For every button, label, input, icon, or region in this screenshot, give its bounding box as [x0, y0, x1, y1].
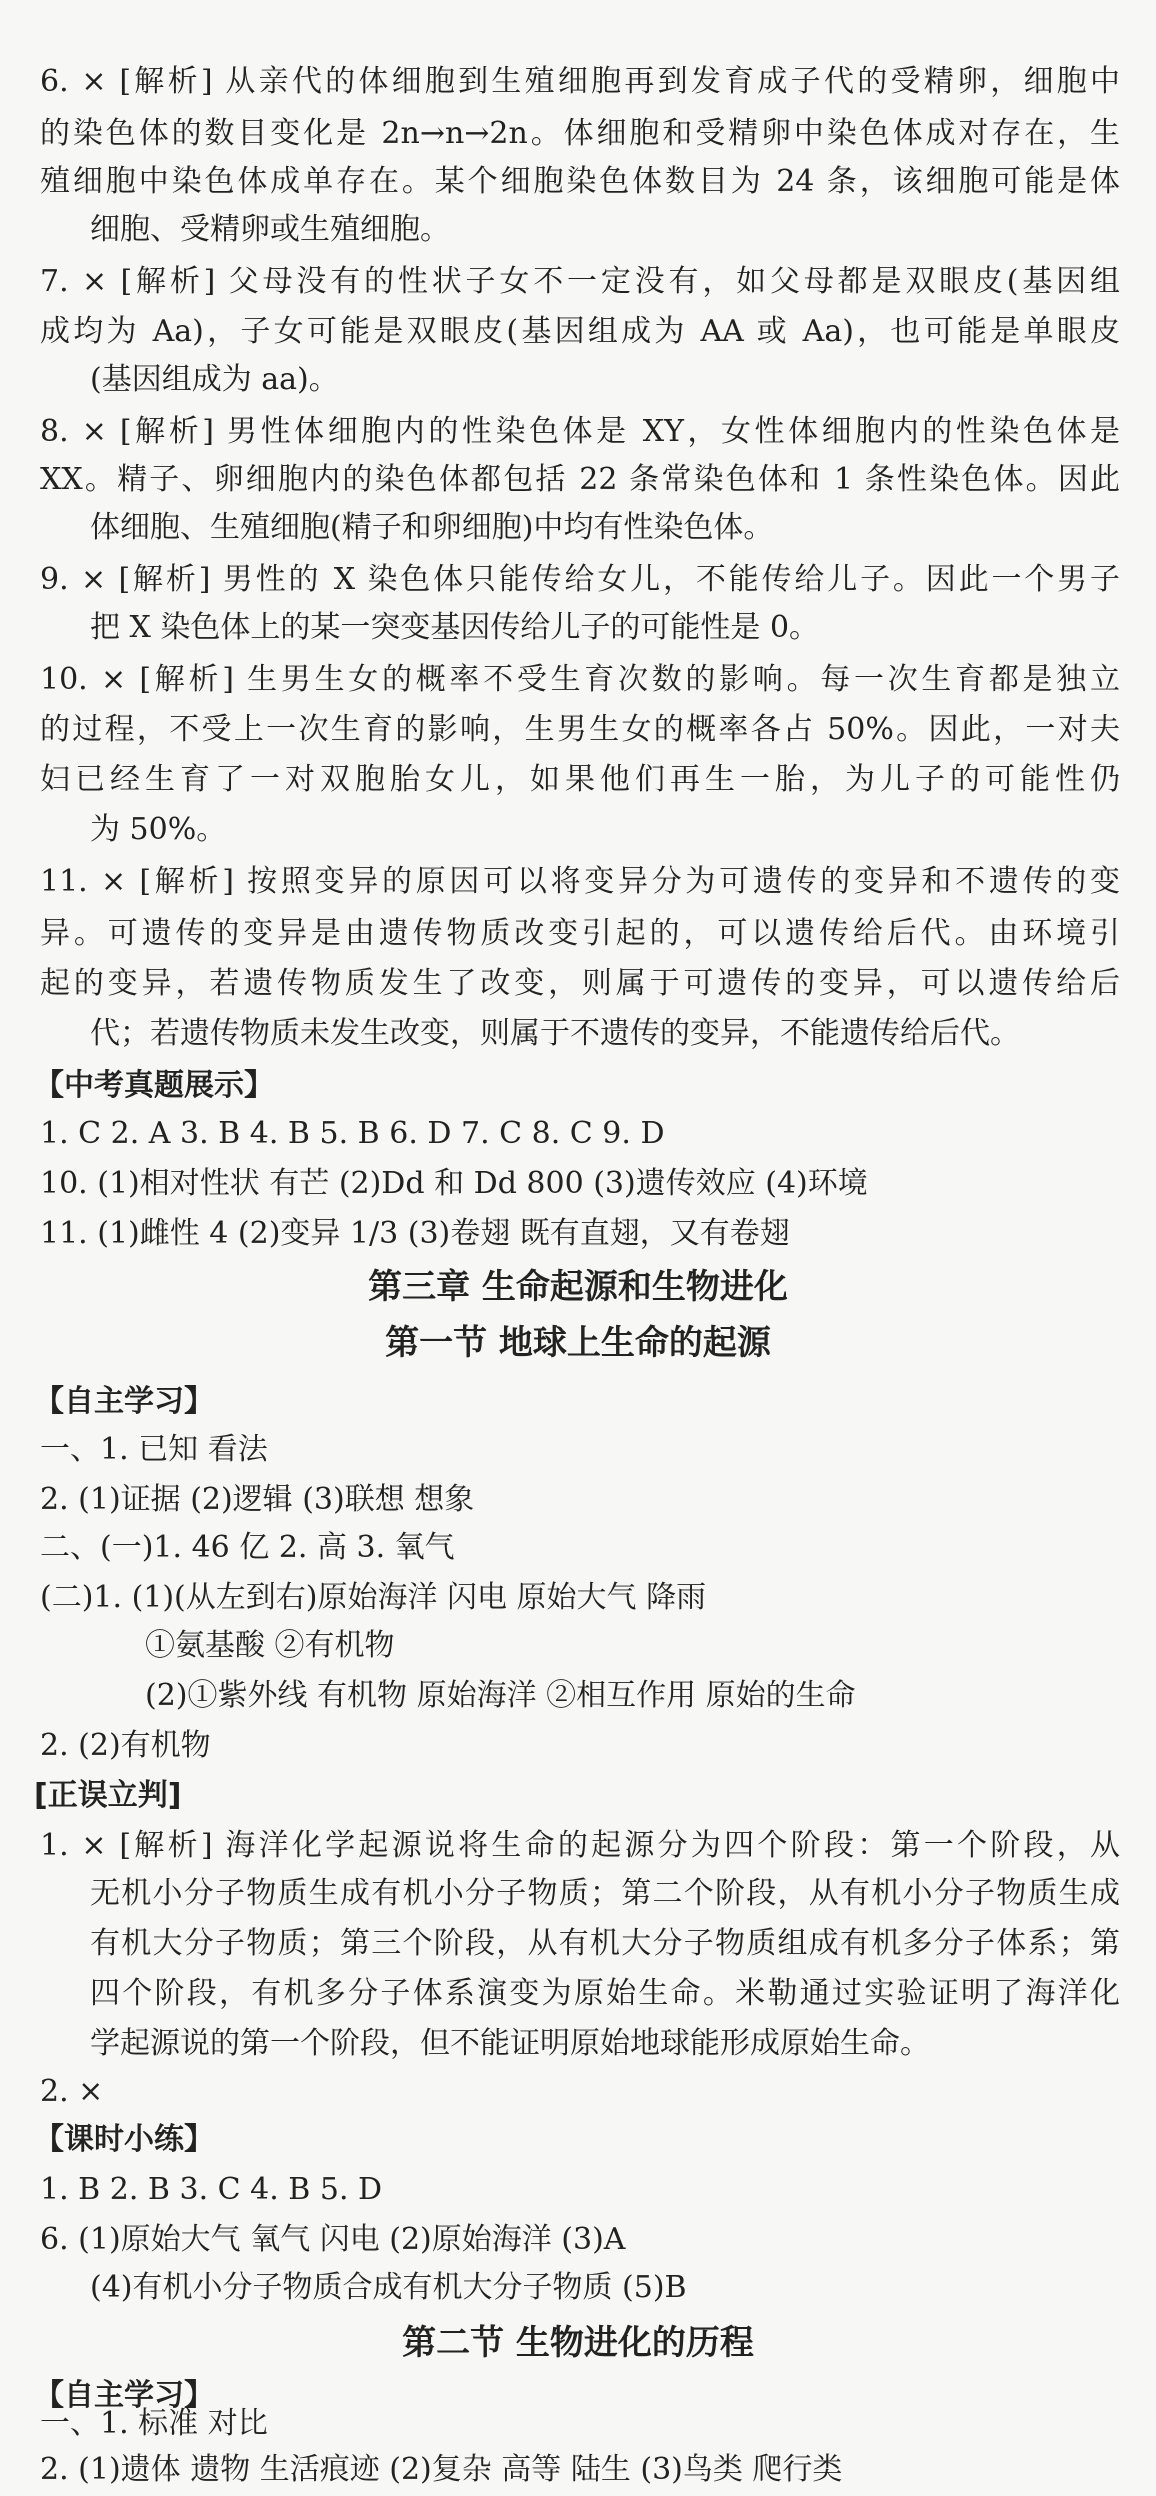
q8-line-1: 8. × [解析] 男性体细胞内的性染色体是 XY，女性体细胞内的性染色体是 — [40, 414, 1120, 449]
q11-line-2: 异。可遗传的变异是由遗传物质改变引起的，可以遗传给后代。由环境引 — [40, 916, 1120, 951]
zizhu1-line-5: ①氨基酸 ②有机物 — [145, 1628, 395, 1663]
zizhu2-line-2: 2. (1)遗体 遗物 生活痕迹 (2)复杂 高等 陆生 (3)鸟类 爬行类 — [40, 2452, 843, 2487]
zizhu1-line-1: 一、1. 已知 看法 — [40, 1432, 268, 1467]
keshi-line-2: 6. (1)原始大气 氧气 闪电 (2)原始海洋 (3)A — [40, 2222, 626, 2257]
zizhu1-line-4: (二)1. (1)(从左到右)原始海洋 闪电 原始大气 降雨 — [40, 1580, 707, 1615]
zhongkao-heading: 【中考真题展示】 — [34, 1068, 274, 1103]
q6-line-3: 殖细胞中染色体成单存在。某个细胞染色体数目为 24 条，该细胞可能是体 — [40, 164, 1120, 199]
q7-line-1: 7. × [解析] 父母没有的性状子女不一定没有，如父母都是双眼皮(基因组 — [40, 264, 1120, 299]
keshi-line-3: (4)有机小分子物质合成有机大分子物质 (5)B — [90, 2270, 687, 2305]
q6-line-2: 的染色体的数目变化是 2n→n→2n。体细胞和受精卵中染色体成对存在，生 — [40, 116, 1120, 151]
q6-line-4: 细胞、受精卵或生殖细胞。 — [90, 212, 450, 247]
q11-line-3: 起的变异，若遗传物质发生了改变，则属于可遗传的变异，可以遗传给后 — [40, 966, 1120, 1001]
zhongkao-line-2: 10. (1)相对性状 有芒 (2)Dd 和 Dd 800 (3)遗传效应 (4)环境 — [40, 1166, 868, 1201]
q7-line-2: 成均为 Aa)，子女可能是双眼皮(基因组成为 AA 或 Aa)，也可能是单眼皮 — [40, 314, 1120, 349]
zhengwu-q1-line-1: 1. × [解析] 海洋化学起源说将生命的起源分为四个阶段：第一个阶段，从 — [40, 1828, 1120, 1863]
q11-line-1: 11. × [解析] 按照变异的原因可以将变异分为可遗传的变异和不遗传的变 — [40, 864, 1120, 899]
zhengwu-q1-line-5: 学起源说的第一个阶段，但不能证明原始地球能形成原始生命。 — [90, 2026, 930, 2061]
zhengwu-q1-line-3: 有机大分子物质；第三个阶段，从有机大分子物质组成有机多分子体系；第 — [90, 1926, 1120, 1961]
section2-title: 第二节 生物进化的历程 — [402, 2323, 754, 2363]
zizhu1-line-6: (2)①紫外线 有机物 原始海洋 ②相互作用 原始的生命 — [145, 1678, 856, 1713]
q8-line-3: 体细胞、生殖细胞(精子和卵细胞)中均有性染色体。 — [90, 510, 774, 545]
q10-line-4: 为 50%。 — [90, 812, 227, 847]
zizhu2-line-1: 一、1. 标准 对比 — [40, 2406, 268, 2441]
q7-line-3: (基因组成为 aa)。 — [90, 362, 339, 397]
q9-line-2: 把 X 染色体上的某一突变基因传给儿子的可能性是 0。 — [90, 610, 820, 645]
q11-line-4: 代；若遗传物质未发生改变，则属于不遗传的变异，不能遗传给后代。 — [90, 1016, 1020, 1051]
zhengwu-heading: [正误立判] — [34, 1778, 182, 1813]
q9-line-1: 9. × [解析] 男性的 X 染色体只能传给女儿，不能传给儿子。因此一个男子 — [40, 562, 1120, 597]
keshi-heading: 【课时小练】 — [34, 2122, 214, 2157]
zhengwu-q2: 2. × — [40, 2074, 104, 2109]
q10-line-2: 的过程，不受上一次生育的影响，生男生女的概率各占 50%。因此，一对夫 — [40, 712, 1120, 747]
q8-line-2: XX。精子、卵细胞内的染色体都包括 22 条常染色体和 1 条性染色体。因此 — [40, 462, 1120, 497]
q10-line-3: 妇已经生育了一对双胞胎女儿，如果他们再生一胎，为儿子的可能性仍 — [40, 762, 1120, 797]
zhongkao-line-1: 1. C 2. A 3. B 4. B 5. B 6. D 7. C 8. C 9. D — [40, 1116, 665, 1151]
zizhu1-line-2: 2. (1)证据 (2)逻辑 (3)联想 想象 — [40, 1482, 475, 1517]
section1-title: 第一节 地球上生命的起源 — [385, 1323, 771, 1363]
q10-line-1: 10. × [解析] 生男生女的概率不受生育次数的影响。每一次生育都是独立 — [40, 662, 1120, 697]
zizhu1-line-3: 二、(一)1. 46 亿 2. 高 3. 氧气 — [40, 1530, 455, 1565]
zizhu2-heading: 【自主学习】 — [34, 2378, 214, 2413]
zhengwu-q1-line-2: 无机小分子物质生成有机小分子物质；第二个阶段，从有机小分子物质生成 — [90, 1876, 1120, 1911]
chapter-title: 第三章 生命起源和生物进化 — [368, 1267, 788, 1307]
zhongkao-line-3: 11. (1)雌性 4 (2)变异 1/3 (3)卷翅 既有直翅，又有卷翅 — [40, 1216, 790, 1251]
keshi-line-1: 1. B 2. B 3. C 4. B 5. D — [40, 2172, 383, 2207]
zhengwu-q1-line-4: 四个阶段，有机多分子体系演变为原始生命。米勒通过实验证明了海洋化 — [90, 1976, 1120, 2011]
zizhu1-line-7: 2. (2)有机物 — [40, 1728, 211, 1763]
q6-line-1: 6. × [解析] 从亲代的体细胞到生殖细胞再到发育成子代的受精卵，细胞中 — [40, 64, 1120, 99]
zizhu1-heading: 【自主学习】 — [34, 1384, 214, 1419]
